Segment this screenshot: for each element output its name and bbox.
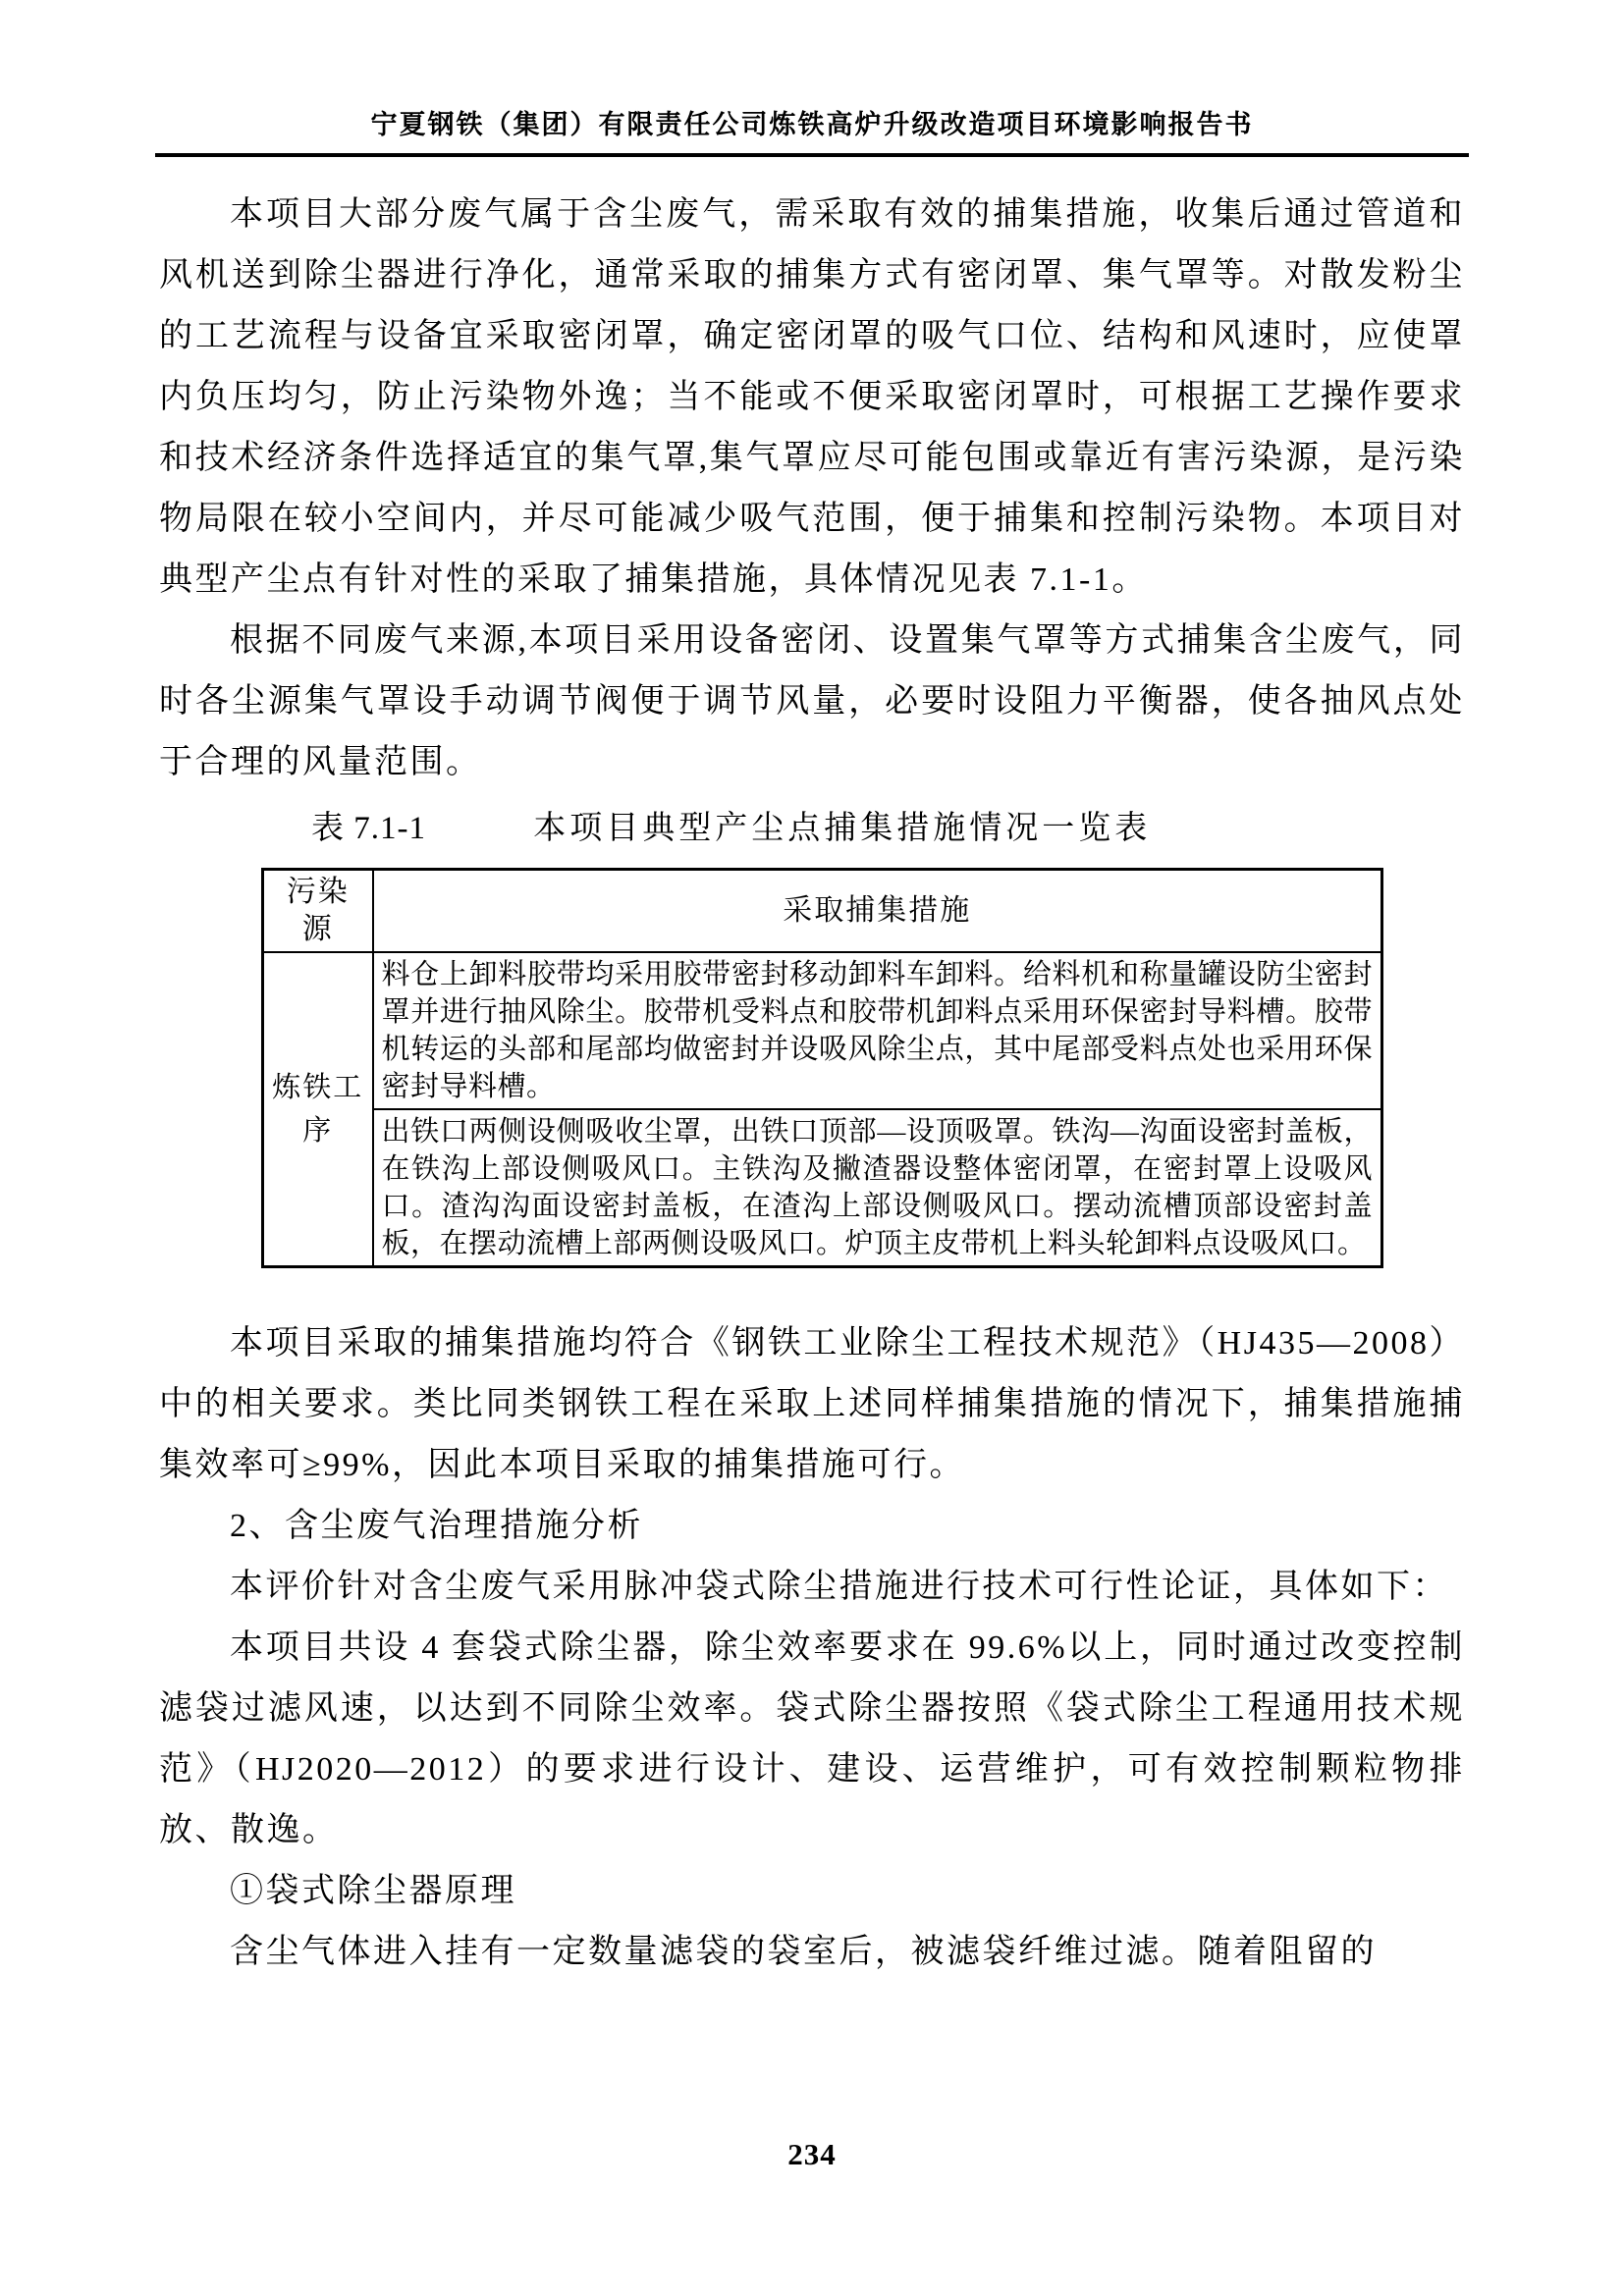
table-header-capture-measure: 采取捕集措施 [373,870,1382,953]
table-row [263,952,1382,1109]
table-cell-ironmaking-process: 炼铁工序 [263,952,373,1267]
table-caption-label: 表 7.1-1 [311,811,426,846]
document-title: 宁夏钢铁（集团）有限责任公司炼铁高炉升级改造项目环境影响报告书 [370,110,1254,139]
paragraph-evaluation-intro: 本评价针对含尘废气采用脉冲袋式除尘措施进行技术可行性论证，具体如下： [230,1569,1448,1605]
paragraph-capture-sources: 根据不同废气来源,本项目采用设备密闭、设置集气罩等方式捕集含尘废气，同时各尘源集气罩设手动调节阀便于调节风量，必要时设阻力平衡器，使各抽风点处于合理的风量范围。 [159,622,1465,780]
table-cell-measure-material-handling: 料仓上卸料胶带均采用胶带密封移动卸料车卸料。给料机和称量罐设防尘密封罩并进行抽风除尘。胶带机受料点和胶带机卸料点采用环保密封导料槽。胶带机转运的头部和尾部均做密封并设吸风除尘点，其中尾部受料点处也采用环保密封导料槽。 [373,952,1382,1109]
paragraph-capture-intro: 本项目大部分废气属于含尘废气，需采取有效的捕集措施，收集后通过管道和风机送到除尘器进行净化，通常采取的捕集方式有密闭罩、集气罩等。对散发粉尘的工艺流程与设备宜采取密闭罩，确定密闭罩的吸气口位、结构和风速时，应使罩内负压均匀，防止污染物外逸；当不能或不便采取密闭罩时，可根据工艺操作要求和技术经济条件选择适宜的集气罩,集气罩应尽可能包围或靠近有害污染源，是污染物局限在较小空间内，并尽可能减少吸气范围，便于捕集和控制污染物。本项目对典型产尘点有针对性的采取了捕集措施，具体情况见表 7.1-1。 [159,196,1465,598]
table-caption-title: 本项目典型产尘点捕集措施情况一览表 [533,811,1152,846]
page-footer [0,2137,1624,2172]
capture-measures-table [261,868,1383,1268]
paragraph-measures-compliance: 本项目采取的捕集措施均符合《钢铁工业除尘工程技术规范》（HJ435—2008）中的相关要求。类比同类钢铁工程在采取上述同样捕集措施的情况下，捕集措施捕集效率可≥99%，因此本项目采取的捕集措施可行。 [159,1325,1465,1483]
paragraph-bag-filter-principle-text: 含尘气体进入挂有一定数量滤袋的袋室后，被滤袋纤维过滤。随着阻留的 [230,1934,1377,1970]
page-number: 234 [787,2137,837,2171]
table-cell-measure-taphole: 出铁口两侧设侧吸收尘罩，出铁口顶部—设顶吸罩。铁沟—沟面设密封盖板，在铁沟上部设侧吸风口。主铁沟及撇渣器设整体密闭罩，在密封罩上设吸风口。渣沟沟面设密封盖板，在渣沟上部设侧吸风口。摆动流槽顶部设密封盖板，在摆动流槽上部两侧设吸风口。炉顶主皮带机上料头轮卸料点设吸风口。 [373,1109,1382,1267]
paragraph-bag-filter-setup: 本项目共设 4 套袋式除尘器，除尘效率要求在 99.6%以上，同时通过改变控制滤袋过滤风速，以达到不同除尘效率。袋式除尘器按照《袋式除尘工程通用技术规范》（HJ2020—2012）的要求进行设计、建设、运营维护，可有效控制颗粒物排放、散逸。 [159,1629,1465,1848]
paragraph-bag-filter-principle-heading: ①袋式除尘器原理 [230,1873,516,1909]
table-row [263,1109,1382,1267]
page-header [155,0,1469,157]
page-content [159,157,1465,1983]
table-caption [311,805,1465,852]
table-header-row [263,870,1382,953]
paragraph-section-2-heading: 2、含尘废气治理措施分析 [230,1508,643,1544]
table-header-pollution-source: 污染源 [263,870,373,953]
